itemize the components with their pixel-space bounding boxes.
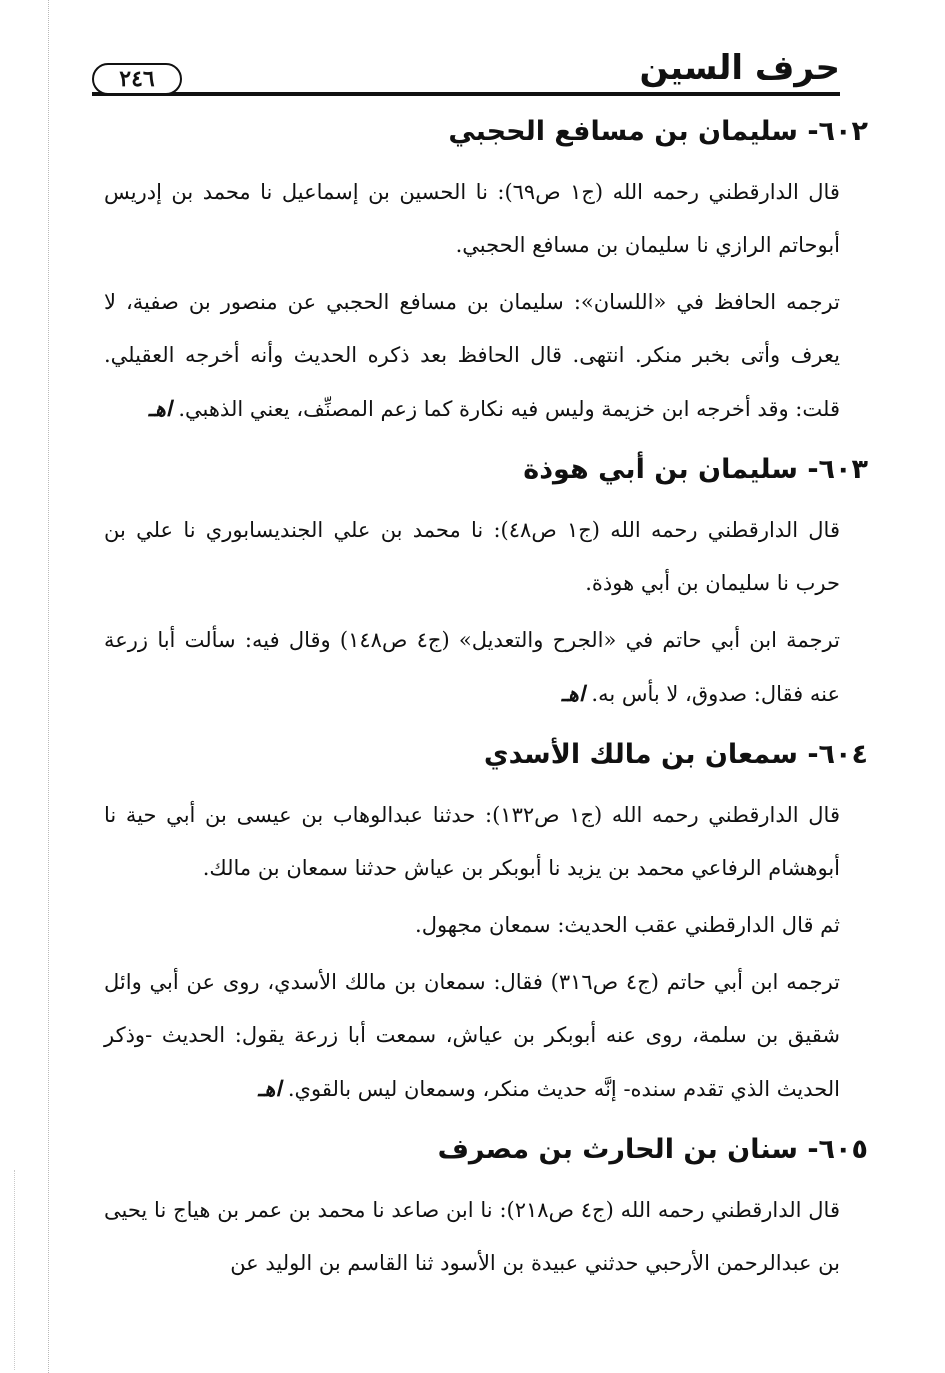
scan-dotted-margin-line	[14, 1170, 15, 1370]
entry-paragraph: قال الدارقطني رحمه الله (ج١ ص٤٨): نا محمد بن علي الجنديسابوري نا علي بن حرب نا سليمان بن أبي هوذة.	[104, 518, 840, 595]
scan-dotted-margin-line	[48, 0, 49, 1373]
paragraph-text: ترجمة ابن أبي حاتم في «الجرح والتعديل» (ج٤ ص١٤٨) وقال فيه: سألت أبا زرعة عنه فقال: صدوق، لا بأس به.	[104, 628, 840, 706]
header-rule	[92, 92, 840, 96]
entry-paragraph: قال الدارقطني رحمه الله (ج١ ص٦٩): نا الحسين بن إسماعيل نا محمد بن إدريس أبوحاتم الرازي نا سليمان بن مسافع الحجبي.	[104, 180, 840, 257]
chapter-title: حرف السين	[639, 48, 840, 88]
entry-paragraph	[104, 956, 840, 1116]
entry-paragraph	[104, 614, 840, 721]
page-number: ٢٤٦	[92, 63, 182, 95]
page-body	[104, 108, 868, 1300]
entry-heading: ٦٠٤- سمعان بن مالك الأسدي	[483, 739, 868, 770]
entry-heading: ٦٠٥- سنان بن الحارث بن مصرف	[437, 1134, 868, 1165]
entry-paragraph: قال الدارقطني رحمه الله (ج١ ص١٣٢): حدثنا عبدالوهاب بن عيسى بن أبي حية نا أبوهشام الرفاعي محمد بن يزيد نا أبوبكر بن عياش حدثنا سمعان بن مالك.	[104, 803, 840, 880]
entry-602	[104, 108, 868, 436]
entry-paragraph: ثم قال الدارقطني عقب الحديث: سمعان مجهول.	[415, 913, 840, 937]
entry-603	[104, 446, 868, 721]
page-header	[92, 46, 840, 98]
entry-604	[104, 731, 868, 1116]
entry-paragraph	[104, 276, 840, 436]
end-mark: اهـ	[148, 396, 172, 421]
paragraph-text: ترجمه ابن أبي حاتم (ج٤ ص٣١٦) فقال: سمعان بن مالك الأسدي، روى عن أبي وائل شقيق بن سلمة، روى عنه أبوبكر بن عياش، سمعت أبا زرعة يقول: الحديث -وذكر الحديث الذي تقدم سنده- إنَّه حديث منكر، وسمعان ليس بالقوي.	[104, 970, 841, 1101]
paragraph-text: ترجمه الحافظ في «اللسان»: سليمان بن مسافع الحجبي عن منصور بن صفية، لا يعرف وأتى بخبر منكر. انتهى. قال الحافظ بعد ذكره الحديث وأنه أخرجه العقيلي. قلت: وقد أخرجه ابن خزيمة وليس فيه نكارة كما زعم المصنِّف، يعني الذهبي.	[104, 290, 840, 421]
entry-heading: ٦٠٣- سليمان بن أبي هوذة	[523, 454, 868, 485]
end-mark: اهـ	[561, 681, 585, 706]
entry-605	[104, 1126, 868, 1290]
end-mark: اهـ	[258, 1076, 282, 1101]
entry-heading: ٦٠٢- سليمان بن مسافع الحجبي	[448, 116, 868, 147]
entry-paragraph: قال الدارقطني رحمه الله (ج٤ ص٢١٨): نا ابن صاعد نا محمد بن عمر بن هياج نا يحيى بن عبدالرحمن الأرحبي حدثني عبيدة بن الأسود ثنا القاسم بن الوليد عن	[104, 1198, 840, 1275]
